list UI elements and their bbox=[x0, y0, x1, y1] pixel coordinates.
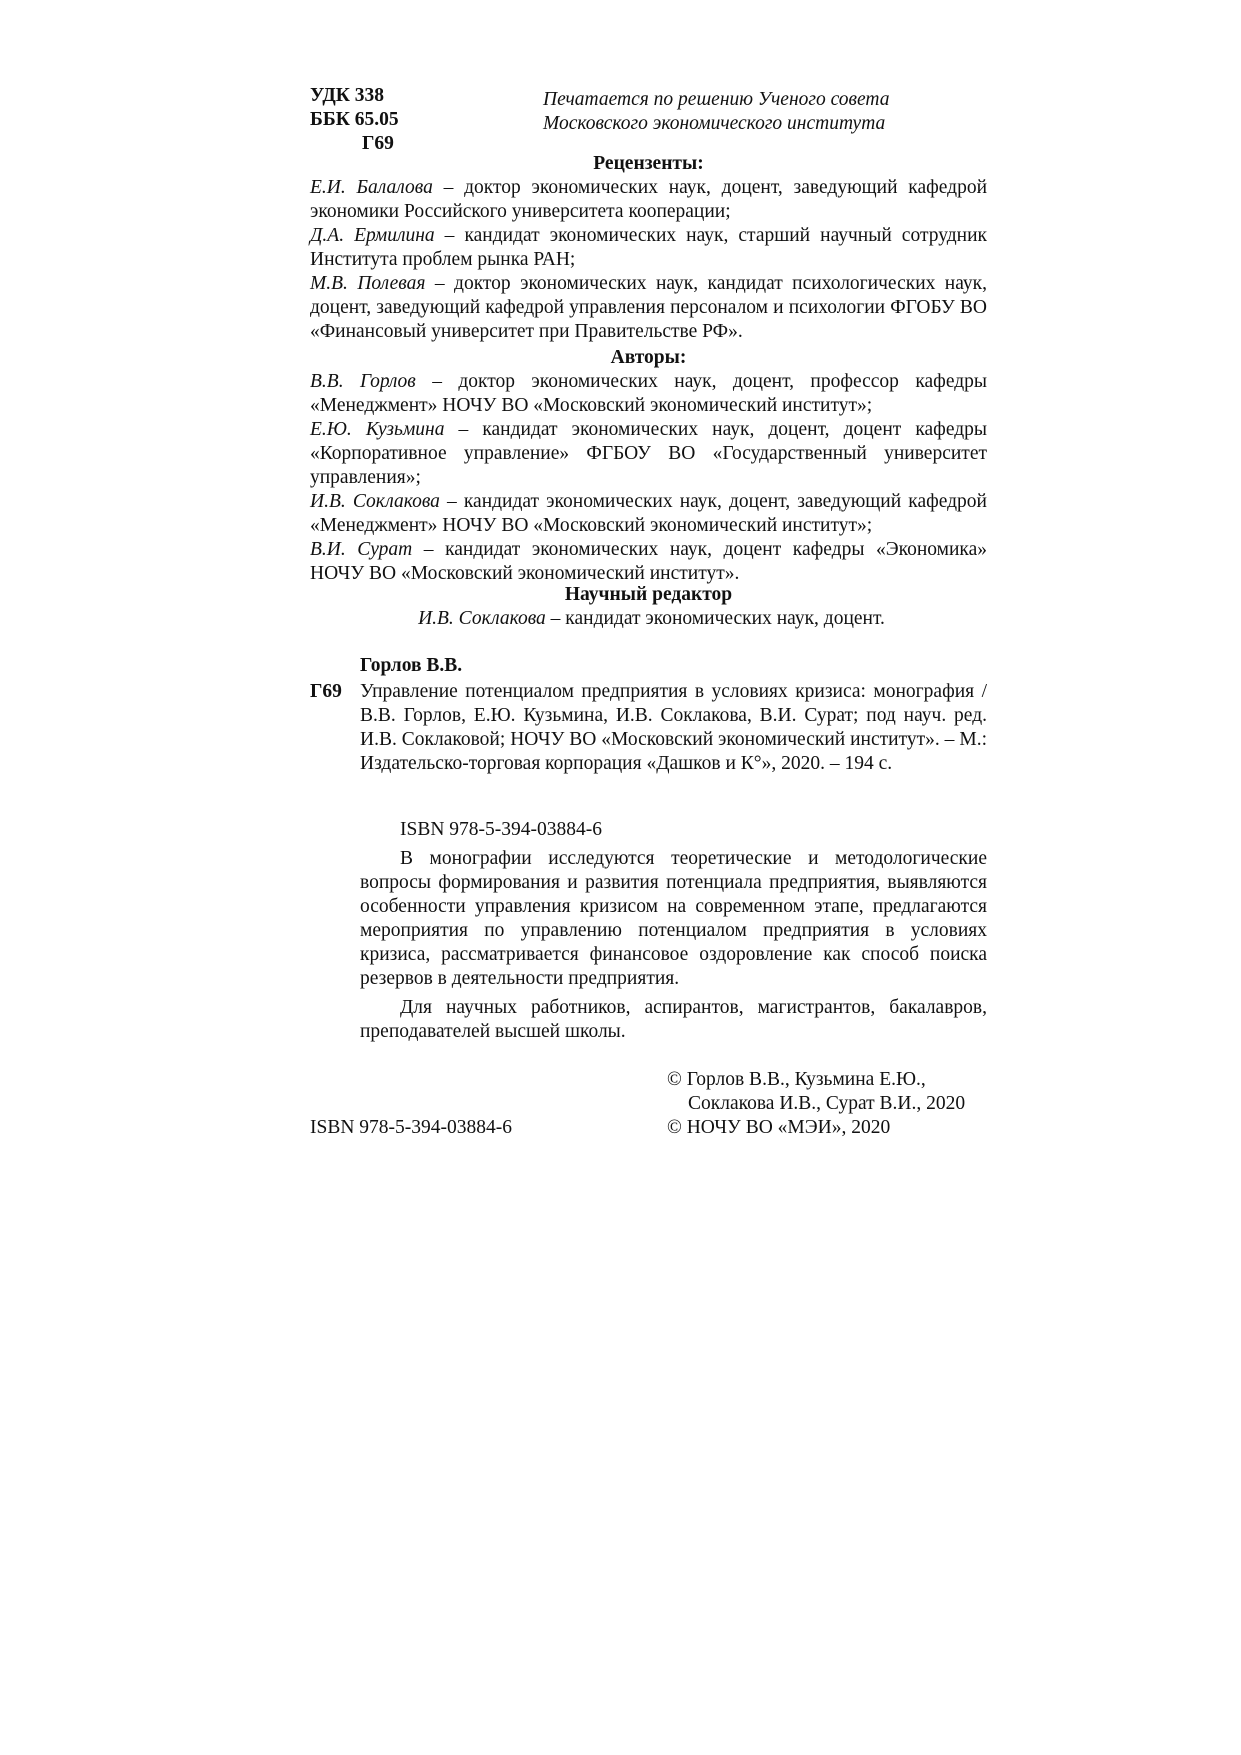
reviewer-name: М.В. Полевая bbox=[310, 273, 426, 294]
author-index-code: Г69 bbox=[362, 133, 394, 154]
copyright-block bbox=[667, 1068, 965, 1140]
reviewer-name: Д.А. Ермилина bbox=[310, 225, 435, 246]
reviewer-description: – доктор экономических наук, доцент, заведующий кафедрой экономики Российского университета кооперации; bbox=[310, 177, 988, 222]
authors-heading: Авторы: bbox=[610, 347, 687, 368]
decision-line-2: Московского экономического института bbox=[543, 113, 886, 134]
reviewer-entry bbox=[310, 224, 987, 272]
decision-line-1: Печатается по решению Ученого совета bbox=[543, 89, 890, 110]
author-description: – доктор экономических наук, доцент, профессор кафедры «Менеджмент» НОЧУ ВО «Московский экономический институт»; bbox=[310, 371, 987, 416]
editor-section bbox=[310, 583, 987, 631]
reviewers-section bbox=[310, 152, 987, 344]
reviewer-description: – доктор экономических наук, кандидат психологических наук, доцент, заведующий кафедрой управления персоналом и психологии ФГОБУ ВО «Финансовый университет при Правительстве РФ». bbox=[310, 273, 987, 342]
authors-section bbox=[310, 346, 987, 586]
author-name: В.В. Горлов bbox=[310, 371, 416, 392]
author-entry bbox=[310, 370, 987, 418]
footer-isbn: ISBN 978-5-394-03884-6 bbox=[310, 1117, 513, 1138]
bibliography-author: Горлов В.В. bbox=[360, 655, 463, 676]
reviewer-name: Е.И. Балалова bbox=[310, 177, 433, 198]
annotation bbox=[360, 847, 987, 1044]
author-name: И.В. Соклакова bbox=[310, 491, 440, 512]
udk-code: УДК 338 bbox=[310, 85, 385, 106]
author-entry bbox=[310, 538, 987, 586]
classification-codes bbox=[310, 84, 399, 156]
author-name: В.И. Сурат bbox=[310, 539, 413, 560]
bibliography-index-code: Г69 bbox=[310, 681, 342, 702]
author-description: – кандидат экономических наук, доцент, доцент кафедры «Корпоративное управление» ФГБОУ ВО «Государственный университет управления»; bbox=[310, 419, 987, 488]
copyright-institution: © НОЧУ ВО «МЭИ», 2020 bbox=[667, 1117, 891, 1138]
publication-decision bbox=[543, 88, 889, 136]
editor-entry bbox=[310, 607, 987, 631]
copyright-authors: © Горлов В.В., Кузьмина Е.Ю., bbox=[667, 1069, 926, 1090]
audience-paragraph: Для научных работников, аспирантов, магистрантов, бакалавров, преподавателей высшей школы. bbox=[360, 997, 987, 1042]
author-name: Е.Ю. Кузьмина bbox=[310, 419, 445, 440]
bibliographic-description: Управление потенциалом предприятия в условиях кризиса: монография / В.В. Горлов, Е.Ю. Кузьмина, И.В. Соклакова, В.И. Сурат; под науч. ред. И.В. Соклаковой; НОЧУ ВО «Московский экономический институт». – М.: Издательско-торговая корпорация «Дашков и К°», 2020. – 194 с. bbox=[360, 681, 987, 774]
editor-description: – кандидат экономических наук, доцент. bbox=[545, 608, 885, 629]
reviewer-entry bbox=[310, 272, 987, 344]
author-description: – кандидат экономических наук, доцент кафедры «Экономика» НОЧУ ВО «Московский экономический институт». bbox=[310, 539, 987, 584]
bibliography-isbn: ISBN 978-5-394-03884-6 bbox=[400, 819, 603, 840]
author-entry bbox=[310, 490, 987, 538]
reviewers-heading: Рецензенты: bbox=[593, 153, 704, 174]
author-entry bbox=[310, 418, 987, 490]
reviewer-description: – кандидат экономических наук, старший научный сотрудник Института проблем рынка РАН; bbox=[310, 225, 987, 270]
reviewer-entry bbox=[310, 176, 987, 224]
copyright-authors-continued: Соклакова И.В., Сурат В.И., 2020 bbox=[688, 1093, 966, 1114]
annotation-paragraph: В монографии исследуются теоретические и методологические вопросы формирования и развития потенциала предприятия, выявляются особенности управления кризисом на современном этапе, предлагаются мероприятия по управлению потенциалом предприятия в условиях кризиса, рассматривается финансовое оздоровление как способ поиска резервов в деятельности предприятия. bbox=[360, 848, 987, 989]
author-description: – кандидат экономических наук, доцент, заведующий кафедрой «Менеджмент» НОЧУ ВО «Московский экономический институт»; bbox=[310, 491, 987, 536]
bbk-code: ББК 65.05 bbox=[310, 109, 399, 130]
editor-name: И.В. Соклакова bbox=[418, 608, 546, 629]
editor-heading: Научный редактор bbox=[564, 584, 733, 605]
